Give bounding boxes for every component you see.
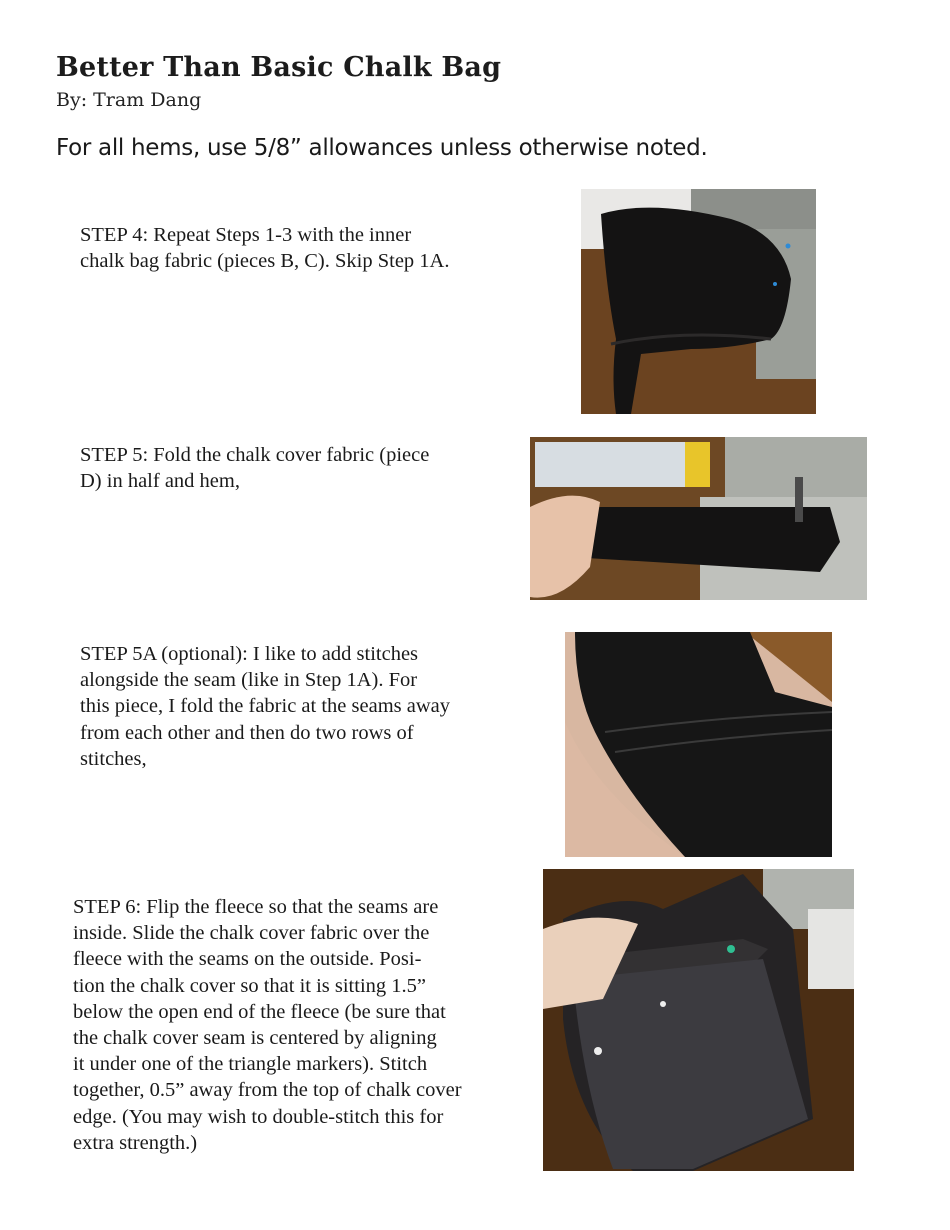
page-title: Better Than Basic Chalk Bag: [56, 52, 502, 83]
author-byline: By: Tram Dang: [56, 89, 202, 111]
hem-allowance-note: For all hems, use 5/8” allowances unless otherwise noted.: [56, 135, 708, 161]
step-6-photo: [543, 869, 854, 1171]
step-5-photo: [530, 437, 867, 600]
step-5a-photo: [565, 632, 832, 857]
step-6-text: STEP 6: Flip the fleece so that the seams are inside. Slide the chalk cover fabric over the fleece with the seams on the outside. Posi- tion the chalk cover so that it is sitting 1.5” below the open end of the fleece (be sure that the chalk cover seam is centered by aligning it under one of the triangle markers). Stitch together, 0.5” away from the top of chalk cover edge. (You may wish to double-stitch this for extra strength.): [73, 896, 462, 1154]
step-5a-text: STEP 5A (optional): I like to add stitches alongside the seam (like in Step 1A). For this piece, I fold the fabric at the seams away from each other and then do two rows of stitches,: [80, 643, 450, 770]
step-4-text: STEP 4: Repeat Steps 1-3 with the inner chalk bag fabric (pieces B, C). Skip Step 1A.: [80, 224, 450, 273]
step-4-photo: [581, 189, 816, 414]
step-5-text: STEP 5: Fold the chalk cover fabric (piece D) in half and hem,: [80, 444, 430, 493]
